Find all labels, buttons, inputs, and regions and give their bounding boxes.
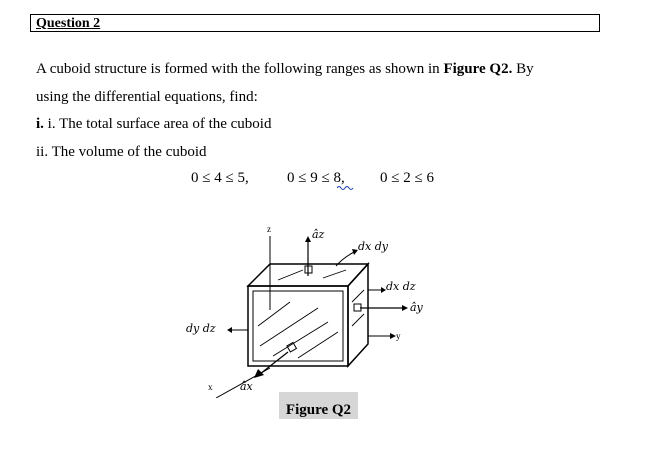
cuboid-inner-border	[253, 291, 343, 361]
question-header	[30, 14, 600, 32]
y-axis-label: y	[396, 331, 401, 341]
task-item-2-text: ii. The volume of the cuboid	[36, 144, 207, 160]
task-item-1: i. i. The total surface area of the cuboid	[36, 116, 272, 132]
figure-caption: Figure Q2	[279, 392, 358, 419]
top-unit-vector-label: âz	[312, 228, 325, 241]
figure-reference: Figure Q2.	[443, 61, 513, 77]
top-differential-label: dx dy	[358, 240, 388, 253]
spellcheck-squiggle	[337, 185, 355, 191]
cuboid-front-face	[248, 286, 348, 366]
task-item-1-text: i. The total surface area of the cuboid	[47, 116, 272, 132]
front-unit-vector-label: âx	[240, 380, 253, 393]
range-y: 0 ≤ 9 ≤ 8,	[287, 170, 345, 186]
problem-text-a: A cuboid structure is formed with the following ranges as shown in	[36, 61, 444, 77]
z-axis-label: z	[267, 224, 271, 234]
task-item-2	[36, 142, 207, 162]
problem-line-1	[36, 59, 534, 79]
right-unit-vector-label: ây	[410, 301, 423, 314]
cuboid-figure	[178, 218, 478, 398]
right-differential-label: dx dz	[386, 280, 416, 293]
range-x: 0 ≤ 4 ≤ 5,	[191, 170, 249, 186]
question-title: Question 2	[36, 16, 101, 31]
x-axis-label: x	[208, 382, 213, 392]
range-z: 0 ≤ 2 ≤ 6	[380, 170, 434, 186]
left-differential-label: dy dz	[186, 322, 216, 335]
problem-text-b: By	[512, 61, 534, 77]
problem-line-2: using the differential equations, find:	[36, 89, 258, 105]
cuboid-right-face	[348, 264, 368, 366]
